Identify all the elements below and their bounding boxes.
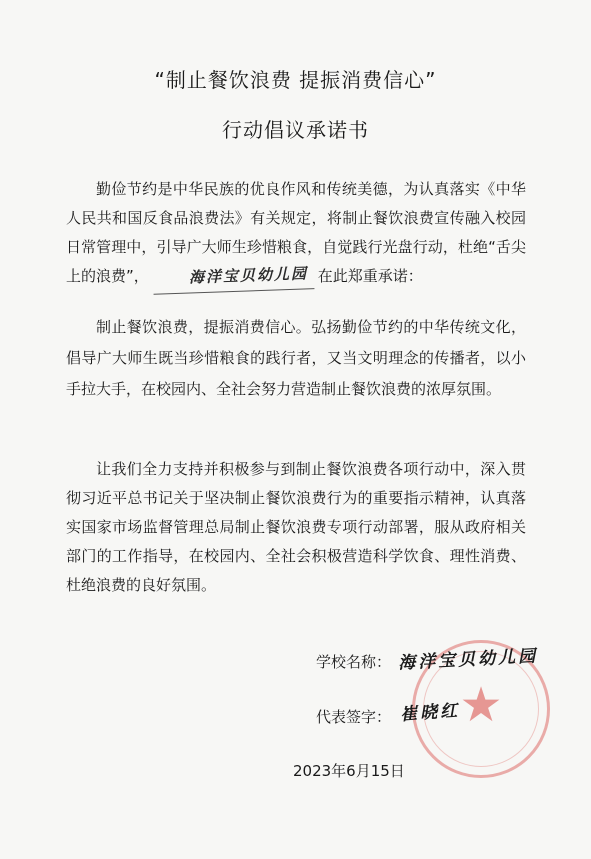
- document-title: “制止餐饮浪费 提振消费信心”: [154, 68, 437, 92]
- school-name-label: 学校名称：: [316, 653, 392, 671]
- representative-label: 代表签字：: [316, 708, 392, 726]
- school-name-signature: 海洋宝贝幼儿园: [397, 646, 539, 674]
- handwritten-school-name: 海洋宝贝幼儿园: [152, 259, 314, 295]
- representative-signature: 崔晓红: [399, 700, 461, 726]
- paragraph-3: 让我们全力支持并积极参与到制止餐饮浪费各项行动中，深入贯彻习近平总书记关于坚决制止餐饮浪费行为的重要指示精神，认真落实国家市场监督管理总局制止餐饮浪费专项行动部署，服从政府相关部门的工作指导，在校园内、全社会积极营造科学饮食、理性消费、杜绝浪费的良好氛围。: [66, 460, 526, 594]
- document-subtitle: 行动倡议承诺书: [222, 118, 369, 142]
- paragraph-2: 制止餐饮浪费，提振消费信心。弘扬勤俭节约的中华传统文化，倡导广大师生既当珍惜粮食的践行者，又当文明理念的传播者，以小手拉大手，在校园内、全社会努力营造制止餐饮浪费的浓厚氛围。: [66, 318, 526, 398]
- paragraph-1-tail: 在此郑重承诺：: [317, 267, 423, 285]
- seal-star-icon: ★: [459, 677, 503, 733]
- paragraph-1: [66, 175, 526, 292]
- document-date: 2023年6月15日: [293, 762, 405, 780]
- paragraph-1-text: 勤俭节约是中华民族的优良作风和传统美德，为认真落实《中华人民共和国反食品浪费法》有关规定，将制止餐饮浪费宣传融入校园日常管理中，引导广大师生珍惜粮食，自觉践行光盘行动，杜绝“舌尖上的浪费”，: [66, 180, 526, 285]
